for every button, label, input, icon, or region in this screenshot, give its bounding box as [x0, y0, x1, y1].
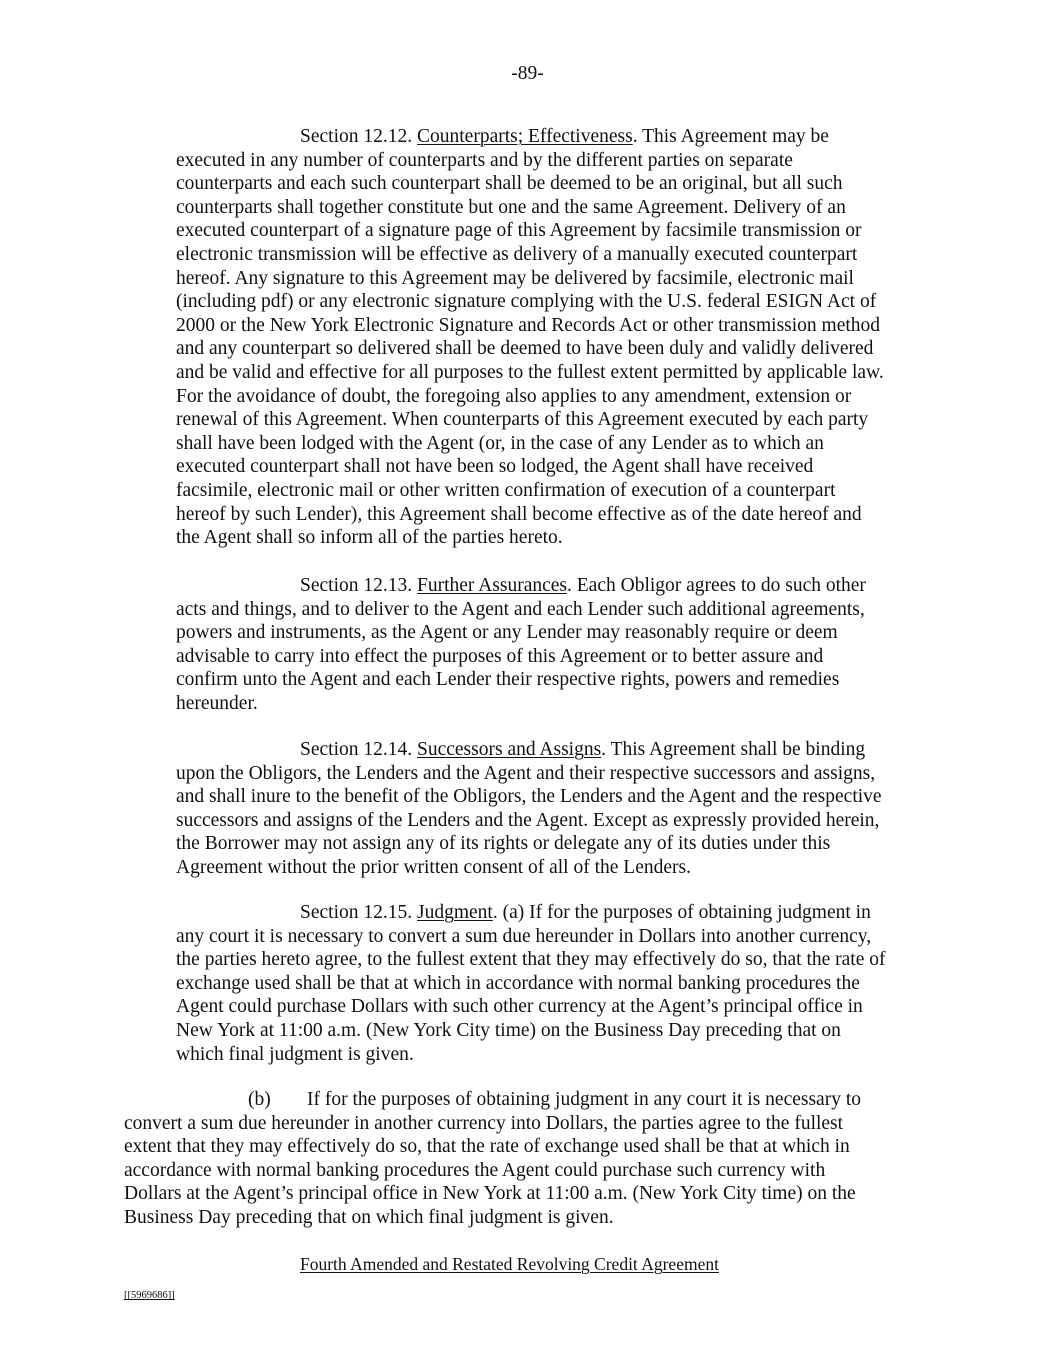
- section-12-13: [176, 574, 866, 716]
- section-heading: Successors and Assigns: [417, 739, 602, 760]
- section-line: . Each Obligor agrees to do such other: [567, 575, 866, 596]
- section-heading: Judgment: [417, 902, 493, 923]
- section-first-line: [176, 901, 886, 925]
- section-first-line: [176, 574, 866, 598]
- section-line: successors and assigns of the Lenders and the Agent. Except as expressly provided herein,: [176, 809, 880, 831]
- section-prefix: Section 12.13.: [300, 575, 417, 596]
- section-line: the Borrower may not assign any of its rights or delegate any of its duties under this: [176, 833, 831, 855]
- section-line: counterparts and each such counterpart shall be deemed to be an original, but all such: [176, 173, 843, 195]
- section-line: New York at 11:00 a.m. (New York City time) on the Business Day preceding that on: [176, 1019, 841, 1041]
- section-line: renewal of this Agreement. When counterparts of this Agreement executed by each party: [176, 409, 869, 431]
- section-line: and shall inure to the benefit of the Obligors, the Lenders and the Agent and the respective: [176, 786, 882, 808]
- section-line: facsimile, electronic mail or other written confirmation of execution of a counterpart: [176, 479, 836, 501]
- page-number: -89-: [511, 63, 544, 84]
- section-line: hereof by such Lender), this Agreement shall become effective as of the date hereof and: [176, 503, 862, 525]
- section-line: confirm unto the Agent and each Lender their respective rights, powers and remedies: [176, 669, 840, 691]
- subsection-line: Dollars at the Agent’s principal office in New York at 11:00 a.m. (New York City time) on the: [124, 1183, 856, 1205]
- section-first-line: [176, 125, 884, 149]
- subsection-line: convert a sum due hereunder in another currency into Dollars, the parties agree to the fullest: [124, 1112, 844, 1134]
- document-id: [[5969686]]: [124, 1290, 175, 1301]
- section-line: executed counterpart shall not have been so lodged, the Agent shall have received: [176, 456, 814, 478]
- section-line: the parties hereto agree, to the fullest extent that they may effectively do so, that the rate of: [176, 949, 886, 971]
- section-line: . (a) If for the purposes of obtaining judgment in: [492, 902, 871, 923]
- section-12-14: [176, 738, 882, 880]
- section-line: electronic transmission will be effective as delivery of a manually executed counterpart: [176, 243, 858, 265]
- section-line: which final judgment is given.: [176, 1043, 414, 1065]
- section-line: upon the Obligors, the Lenders and the Agent and their respective successors and assigns,: [176, 762, 876, 784]
- section-line: and any counterpart so delivered shall be deemed to have been duly and validly delivered: [176, 338, 874, 360]
- subsection-first-line: [124, 1088, 861, 1112]
- subsection-line: Business Day preceding that on which final judgment is given.: [124, 1206, 614, 1228]
- section-heading: Counterparts; Effectiveness: [417, 126, 633, 147]
- footer-agreement-title: Fourth Amended and Restated Revolving Credit Agreement: [300, 1254, 719, 1274]
- section-line: and be valid and effective for all purposes to the fullest extent permitted by applicable law.: [176, 361, 884, 383]
- section-prefix: Section 12.15.: [300, 902, 417, 923]
- subsection-line: accordance with normal banking procedures the Agent could purchase such currency with: [124, 1159, 826, 1181]
- section-line: powers and instruments, as the Agent or any Lender may reasonably require or deem: [176, 622, 838, 644]
- section-line: 2000 or the New York Electronic Signature and Records Act or other transmission method: [176, 314, 881, 336]
- section-first-line: [176, 738, 882, 762]
- section-line: (including pdf) or any electronic signature complying with the U.S. federal ESIGN Act of: [176, 291, 877, 313]
- section-line: . This Agreement may be: [632, 126, 829, 147]
- section-line: acts and things, and to deliver to the Agent and each Lender such additional agreements,: [176, 598, 865, 620]
- subsection-line: extent that they may effectively do so, that the rate of exchange used shall be that at which in: [124, 1136, 850, 1158]
- section-12-12: [176, 125, 884, 550]
- section-line: Agreement without the prior written consent of all of the Lenders.: [176, 856, 691, 878]
- section-line: executed in any number of counterparts and by the different parties on separate: [176, 149, 793, 171]
- section-line: executed counterpart of a signature page of this Agreement by facsimile transmission or: [176, 220, 862, 242]
- section-line: Agent could purchase Dollars with such other currency at the Agent’s principal office in: [176, 996, 863, 1018]
- section-heading: Further Assurances: [417, 575, 568, 596]
- subsection-line: If for the purposes of obtaining judgment in any court it is necessary to: [307, 1089, 861, 1110]
- section-line: counterparts shall together constitute but one and the same Agreement. Delivery of an: [176, 196, 846, 218]
- subsection-b: [124, 1088, 861, 1230]
- section-line: advisable to carry into effect the purposes of this Agreement or to better assure and: [176, 645, 824, 667]
- section-12-15: [176, 901, 886, 1066]
- section-line: hereunder.: [176, 692, 258, 714]
- section-line: the Agent shall so inform all of the parties hereto.: [176, 527, 563, 549]
- subsection-label: (b): [248, 1089, 271, 1110]
- section-prefix: Section 12.14.: [300, 739, 417, 760]
- section-line: any court it is necessary to convert a sum due hereunder in Dollars into another currency,: [176, 925, 872, 947]
- section-prefix: Section 12.12.: [300, 126, 417, 147]
- section-line: shall have been lodged with the Agent (or, in the case of any Lender as to which an: [176, 432, 824, 454]
- section-line: hereof. Any signature to this Agreement may be delivered by facsimile, electronic mail: [176, 267, 854, 289]
- section-line: For the avoidance of doubt, the foregoing also applies to any amendment, extension or: [176, 385, 852, 407]
- section-line: exchange used shall be that at which in accordance with normal banking procedures the: [176, 972, 860, 994]
- section-line: . This Agreement shall be binding: [601, 739, 866, 760]
